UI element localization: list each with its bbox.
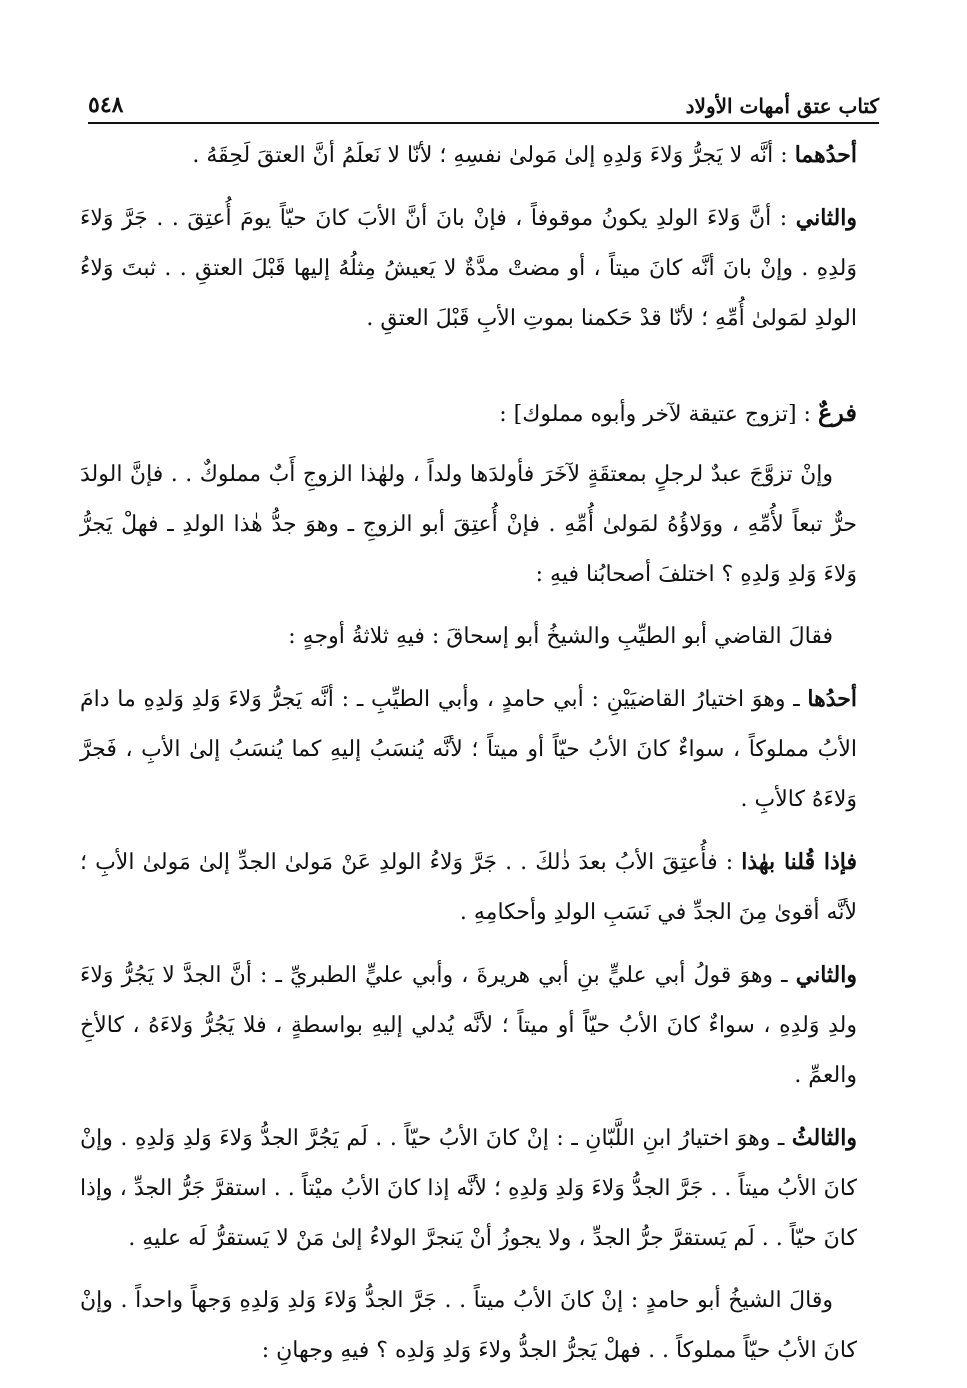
paragraph-second-view <box>80 193 857 344</box>
page-number: ٥٤٨ <box>88 92 124 118</box>
paragraph-abu-hamid <box>80 1276 857 1376</box>
paragraph-text: : أنَّ وَلاءَ الولدِ يكونُ موقوفاً ، فإنْ بانَ أنَّ الأبَ كانَ حيّاً يومَ أُعتِقَ . . جَرَّ وَلاءَ وَلدِهِ . وإنْ بانَ أنَّه كانَ ميتاً ، أو مضتْ مدَّةٌ لا يَعيشُ مِثلُهُ إليها قَبْلَ العتقِ . . ثبتَ وَلاءُ الولدِ لمَولىٰ أُمِّهِ ؛ لأنّا قدْ حَكمنا بموتِ الأبِ قَبْلَ العتقِ . <box>80 206 857 331</box>
paragraph-view-one <box>80 674 857 825</box>
page-header <box>88 78 879 124</box>
paragraph-text: وإنْ تزوَّجَ عبدٌ لرجلٍ بمعتقَةٍ لآخَرَ فأولدَها ولداً ، ولهٰذا الزوجِ أَبٌ مملوكٌ . . فإنَّ الولدَ حرٌّ تبعاً لأُمِّهِ ، ووَلاؤُهُ لمَولىٰ أُمِّهِ . فإنْ أُعتِقَ أبو الزوجِ ـ وهوَ جدُّ هٰذا الولدِ ـ فهلْ يَجرُّ وَلاءَ وَلدِ وَلدِهِ ؟ اختلفَ أصحابُنا فيهِ : <box>80 462 857 587</box>
paragraph-text: ـ وهوَ اختيارُ القاضيَيْنِ : أبي حامدٍ ، وأبي الطيِّبِ ـ : أنَّه يَجرُّ وَلاءَ وَلدِ وَلدِهِ ما دامَ الأبُ مملوكاً ، سواءٌ كانَ الأبُ حيّاً أو ميتاً ؛ لأنَّه يُنسَبُ إليهِ كما يُنسَبُ إلىٰ الأبِ ، فَجرَّ وَلاءَهُ كالأبِ . <box>80 687 857 812</box>
paragraph-lead: والثاني <box>795 205 857 231</box>
paragraph-case-statement <box>80 450 857 600</box>
paragraph-text: وقالَ الشيخُ أبو حامدٍ : إنْ كانَ الأبُ ميتاً . . جَرَّ الجدُّ وَلاءَ وَلدِ وَلدِهِ وَجهاً واحداً . وإنْ كانَ الأبُ حيّاً مملوكاً . . فهلْ يَجرُّ الجدُّ ولاءَ وَلدِ وَلدِه ؟ فيهِ وجهانِ : <box>80 1288 857 1363</box>
paragraph-lead: أحدُهما <box>794 142 857 168</box>
paragraph-lead: أحدُها <box>807 686 857 712</box>
running-title: كتاب عتق أمهات الأولاد <box>685 94 879 118</box>
paragraph-lead: والثالثُ <box>791 1125 857 1151</box>
paragraph-view-three <box>80 1113 857 1264</box>
paragraph-view-two <box>80 950 857 1101</box>
paragraph-first-view <box>80 130 857 181</box>
paragraph-text: ـ وهوَ قولُ أبي عليٍّ بنِ أبي هريرةَ ، وأبي عليٍّ الطبريِّ ـ : أنَّ الجدَّ لا يَجُرُّ وَلاءَ ولدِ وَلدِهِ ، سواءٌ كانَ الأبُ حيّاً أو ميتاً ؛ لأنَّه يُدلي إليهِ بواسطةٍ ، فلا يَجُرُّ وَلاءَهُ ، كالأخِ والعمِّ . <box>80 963 857 1088</box>
paragraph-text: : فأُعتِقَ الأبُ بعدَ ذٰلكَ . . جَرَّ وَلاءُ الولدِ عَنْ مَولىٰ الجدِّ إلىٰ مَولىٰ الأبِ ؛ لأنَّه أقوىٰ مِنَ الجدِّ في نَسَبِ الولدِ وأحكامِهِ . <box>80 850 857 925</box>
paragraph-text: : أنَّه لا يَجرُّ وَلاءَ وَلدِهِ إلىٰ مَولىٰ نفسِهِ ؛ لأنّا لا نَعلَمُ أنَّ العتقَ لَحِقَهُ . <box>192 143 795 168</box>
page-body <box>80 130 857 1388</box>
section-heading-lead: فرعٌ <box>817 398 857 427</box>
paragraph-text: فقالَ القاضي أبو الطيِّبِ والشيخُ أبو إسحاقَ : فيهِ ثلاثةُ أوجهٍ : <box>288 624 833 649</box>
section-heading-text: : [تزوج عتيقة لآخر وأبوه مملوك] : <box>499 402 818 427</box>
paragraph-lead: والثاني <box>795 962 857 988</box>
paragraph-three-views <box>80 612 857 662</box>
paragraph-text: ـ وهوَ اختيارُ ابنِ اللَّبّانِ ـ : إنْ كانَ الأبُ حيّاً . . لَم يَجُرَّ الجدُّ وَلاءَ وَلدِ وَلدِهِ . وإنْ كانَ الأبُ ميتاً . . جَرَّ الجدُّ وَلاءَ وَلدِ وَلدِهِ ؛ لأنَّه إذا كانَ الأبُ ميْتاً . . استقرَّ جَرُّ الجدِّ ، وإذا كانَ حيّاً . . لَم يَستقرَّ جرُّ الجدِّ ، ولا يجوزُ أنْ يَنجرَّ الولاءُ إلىٰ مَنْ لا يَستقرُّ لَه عليهِ . <box>80 1126 857 1251</box>
paragraph-consequence <box>80 837 857 938</box>
section-heading <box>80 388 857 440</box>
paragraph-lead: فإذا قُلنا بهٰذا <box>741 849 857 875</box>
